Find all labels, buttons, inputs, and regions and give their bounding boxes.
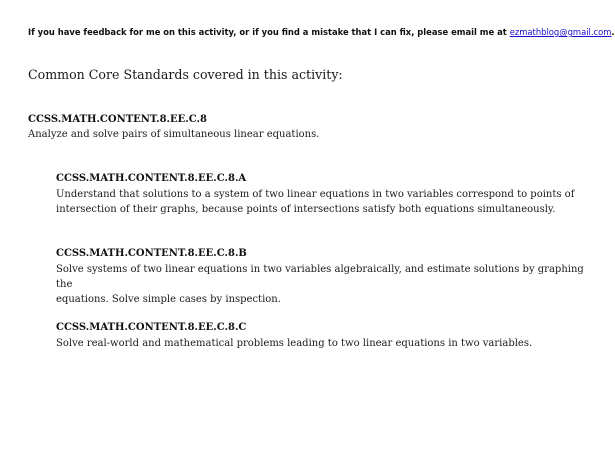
standard-code-8-ee-c-8-a: CCSS.MATH.CONTENT.8.EE.C.8.A xyxy=(56,173,247,184)
feedback-end: . xyxy=(611,27,615,37)
email-link[interactable]: ezmathblog@gmail.com xyxy=(509,27,612,37)
feedback-note xyxy=(28,27,615,37)
standard-code-8-ee-c-8-c: CCSS.MATH.CONTENT.8.EE.C.8.C xyxy=(56,322,247,333)
desc-line: Solve systems of two linear equations in two variables algebraically, and estimate solutions by graphing the xyxy=(56,264,584,290)
desc-line: intersection of their graphs, because points of intersections satisfy both equations simultaneously. xyxy=(56,204,556,215)
desc-line: equations. Solve simple cases by inspection. xyxy=(56,294,281,305)
standard-code-8-ee-c-8: CCSS.MATH.CONTENT.8.EE.C.8 xyxy=(28,114,207,125)
desc-line: Understand that solutions to a system of two linear equations in two variables correspond to points of xyxy=(56,189,575,200)
standard-desc-8-ee-c-8-c: Solve real-world and mathematical problems leading to two linear equations in two variables. xyxy=(56,338,533,349)
feedback-text: If you have feedback for me on this activity, or if you find a mistake that I can fix, please email me at xyxy=(28,27,510,37)
standard-code-8-ee-c-8-b: CCSS.MATH.CONTENT.8.EE.C.8.B xyxy=(56,248,247,259)
standard-desc-8-ee-c-8-a xyxy=(56,187,601,217)
standard-desc-8-ee-c-8-b xyxy=(56,262,601,307)
standards-heading: Common Core Standards covered in this activity: xyxy=(28,67,343,82)
standard-desc-8-ee-c-8: Analyze and solve pairs of simultaneous linear equations. xyxy=(28,129,320,140)
